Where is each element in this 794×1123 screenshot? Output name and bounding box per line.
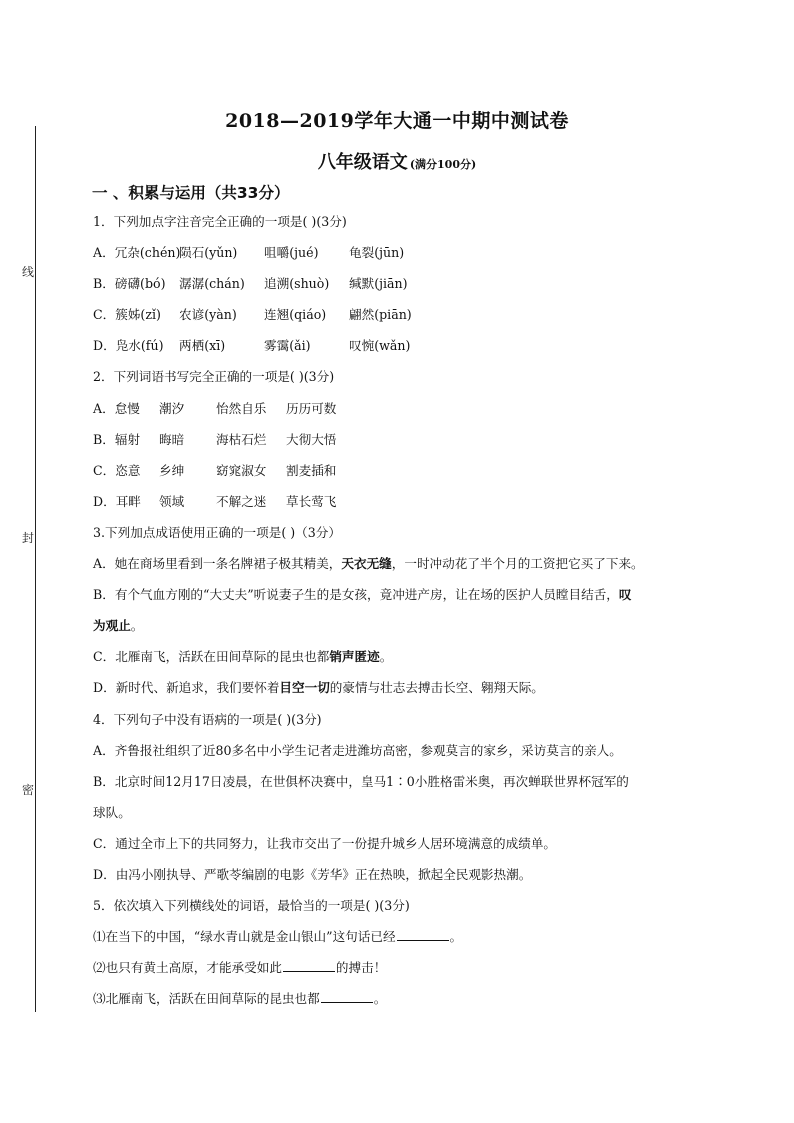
- question-4-option-b: B．北京时间12月17日凌晨，在世俱杯决赛中，皇马1∶0小胜格雷米奥，再次蝉联世界杯冠军的: [93, 773, 629, 789]
- option-cell: 割麦插和: [286, 462, 337, 478]
- option-cell: 雾霭(ǎi): [264, 338, 311, 354]
- fill-blank[interactable]: [397, 928, 449, 941]
- text: 。: [449, 929, 463, 945]
- text: ⑵也只有黄土高原，才能承受如此: [93, 960, 282, 976]
- question-1-option-d: [93, 330, 713, 361]
- option-cell: 不解之迷: [216, 493, 267, 509]
- question-3-option-d: [93, 672, 713, 703]
- option-cell: 缄默(jiān): [349, 276, 408, 292]
- question-2-option-b: [93, 424, 713, 455]
- option-cell: A．冗杂(chén): [93, 245, 181, 261]
- option-cell: 翩然(piān): [349, 307, 412, 323]
- option-cell: 晦暗: [159, 431, 185, 447]
- option-cell: 咀嚼(jué): [264, 245, 319, 261]
- question-2-option-d: [93, 486, 713, 517]
- binding-mark-feng: 封: [22, 531, 35, 545]
- question-3-option-c: [93, 641, 713, 672]
- option-cell: A．怠慢: [93, 400, 140, 416]
- text: ⑶北雁南飞，活跃在田间草际的昆虫也都: [93, 991, 320, 1007]
- option-cell: 草长莺飞: [286, 493, 337, 509]
- question-4-stem: 4．下列句子中没有语病的一项是( )(3分): [93, 711, 322, 727]
- option-cell: 农谚(yàn): [179, 307, 237, 323]
- exam-content: [93, 181, 713, 1014]
- text: A．她在商场里看到一条名牌裙子极其精美，: [93, 556, 342, 572]
- text: 。: [379, 649, 393, 665]
- question-2-stem: 2．下列词语书写完全正确的一项是( )(3分): [93, 369, 335, 385]
- question-3-stem: 3.下列加点成语使用正确的一项是( )（3分）: [93, 524, 341, 540]
- fill-blank[interactable]: [321, 990, 373, 1003]
- question-3-option-a: [93, 548, 713, 579]
- text: 。: [373, 991, 387, 1007]
- subject-grade: 八年级语文: [317, 152, 408, 173]
- marked-idiom: 叹: [618, 587, 632, 603]
- option-cell: C．恣意: [93, 462, 141, 478]
- score-note: (满分100分): [409, 158, 477, 171]
- option-cell: 窈窕淑女: [216, 462, 267, 478]
- question-3-option-b-cont: [93, 610, 713, 641]
- question-1-option-c: [93, 299, 713, 330]
- option-cell: 叹惋(wǎn): [349, 338, 411, 354]
- binding-line: [35, 126, 36, 1012]
- question-2-option-c: [93, 455, 713, 486]
- option-cell: 怡然自乐: [216, 400, 267, 416]
- question-1-option-a: [93, 237, 713, 268]
- text: ，一时冲动花了半个月的工资把它买了下来。: [391, 556, 644, 572]
- option-cell: 领域: [159, 493, 185, 509]
- text: 。: [130, 618, 144, 634]
- text: B．有个气血方刚的“大丈夫”听说妻子生的是女孩，竟冲进产房，让在场的医护人员瞠目结舌，: [93, 587, 619, 603]
- option-cell: 潺潺(chán): [179, 276, 245, 292]
- option-cell: B．磅礴(bó): [93, 276, 166, 292]
- marked-idiom: 目空一切: [279, 680, 330, 696]
- option-cell: 追溯(shuò): [264, 276, 330, 292]
- marked-idiom: 天衣无缝: [341, 556, 392, 572]
- exam-subtitle: [0, 148, 794, 174]
- question-5-item-2: [93, 952, 713, 983]
- question-3-option-b: [93, 579, 713, 610]
- option-cell: 龟裂(jūn): [349, 245, 405, 261]
- binding-mark-mi: 密: [22, 783, 35, 797]
- text: 的搏击！: [335, 960, 387, 976]
- option-cell: C．簇姊(zǐ): [93, 307, 161, 323]
- question-1-option-b: [93, 268, 713, 299]
- question-5-stem: 5．依次填入下列横线处的词语，最恰当的一项是( )(3分): [93, 898, 410, 914]
- question-4-option-a: A．齐鲁报社组织了近80多名中小学生记者走进潍坊高密，参观莫言的家乡，采访莫言的亲人。: [93, 742, 622, 758]
- text: D．新时代、新追求，我们要怀着: [93, 680, 280, 696]
- option-cell: B．辐射: [93, 431, 141, 447]
- question-5-item-1: [93, 921, 713, 952]
- question-2-option-a: [93, 393, 713, 424]
- option-cell: 陨石(yǔn): [179, 245, 238, 261]
- question-4-option-b-cont: 球队。: [93, 804, 131, 820]
- question-1-stem: 1．下列加点字注音完全正确的一项是( )(3分): [93, 214, 347, 229]
- option-cell: 两栖(xī): [179, 338, 226, 354]
- option-cell: 潮汐: [159, 400, 185, 416]
- option-cell: 大彻大悟: [286, 431, 337, 447]
- question-5-item-3: [93, 983, 713, 1014]
- exam-title: 2018—2019学年大通一中期中测试卷: [225, 110, 569, 132]
- fill-blank[interactable]: [283, 959, 335, 972]
- text: ⑴在当下的中国，“绿水青山就是金山银山”这句话已经: [93, 929, 396, 945]
- option-cell: 乡绅: [159, 462, 185, 478]
- question-4-option-c: C．通过全市上下的共同努力，让我市交出了一份提升城乡人居环境满意的成绩单。: [93, 835, 557, 851]
- marked-idiom: 销声匿迹: [329, 649, 380, 665]
- option-cell: D．耳畔: [93, 493, 141, 509]
- option-cell: D．凫水(fú): [93, 338, 164, 354]
- option-cell: 海枯石烂: [216, 431, 267, 447]
- question-4-option-d: D．由冯小刚执导、严歌苓编剧的电影《芳华》正在热映，掀起全民观影热潮。: [93, 866, 532, 882]
- binding-mark-xian: 线: [22, 265, 35, 279]
- section-title: 一 、积累与运用（共33分）: [92, 184, 290, 202]
- option-cell: 历历可数: [286, 400, 337, 416]
- text: 的豪情与壮志去搏击长空、翱翔天际。: [329, 680, 544, 696]
- marked-idiom: 为观止: [93, 618, 131, 634]
- text: C．北雁南飞，活跃在田间草际的昆虫也都: [93, 649, 330, 665]
- option-cell: 连翘(qiáo): [264, 307, 327, 323]
